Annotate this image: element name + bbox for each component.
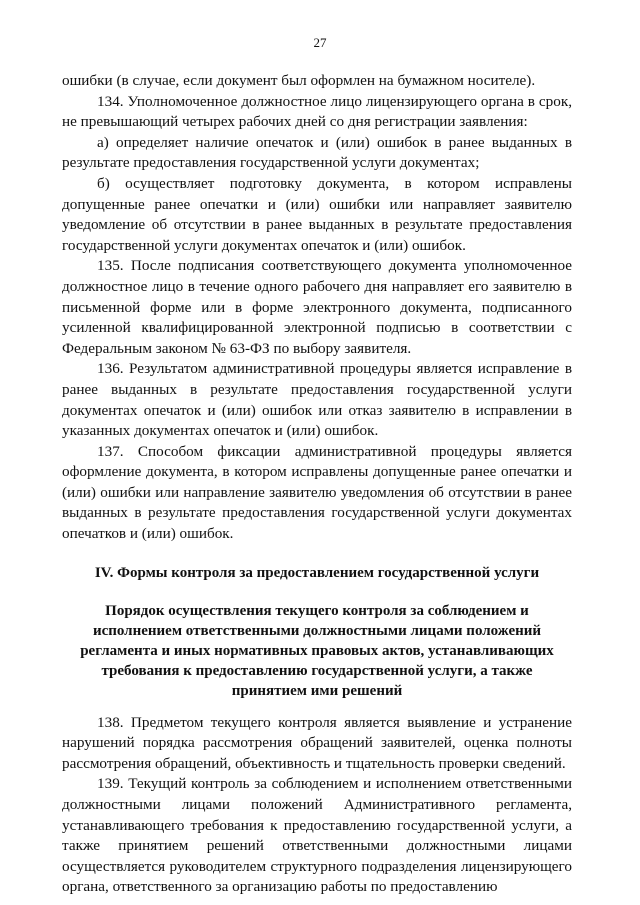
paragraph-134: 134. Уполномоченное должностное лицо лицензирующего органа в срок, не превышающий четырех рабочих дней со дня регистрации заявления: xyxy=(62,92,572,131)
paragraph-continuation: ошибки (в случае, если документ был оформлен на бумажном носителе). xyxy=(62,72,536,89)
paragraph-137: 137. Способом фиксации административной процедуры является оформление документа, в котором исправлены допущенные ранее опечатки и (или) ошибки или направление заявителю уведомления об отсутствии в ранее выданных в результате предоставления государственной услуги документах опечатков и (или) ошибок. xyxy=(62,442,572,543)
paragraph-134-a: а) определяет наличие опечаток и (или) ошибок в ранее выданных в результате предоставления государственной услуги документах; xyxy=(62,133,572,172)
paragraph-138: 138. Предметом текущего контроля является выявление и устранение нарушений порядка рассмотрения обращений заявителей, оценка полноты рассмотрения обращений, объективность и тщательность проверки сведений. xyxy=(62,713,572,772)
section-title: IV. Формы контроля за предоставлением государственной услуги xyxy=(94,564,540,581)
page-number: 27 xyxy=(313,35,327,50)
paragraph-139: 139. Текущий контроль за соблюдением и исполнением ответственными должностными лицами положений Административного регламента, устанавливающего требования к предоставлению государственной услуги, а также принятием решений ответственными должностными лицами осуществляется руководителем структурного подразделения лицензирующего органа, ответственного за организацию работы по предоставлению xyxy=(62,775,572,896)
subsection-title: Порядок осуществления текущего контроля за соблюдением и исполнением ответственными должностными лицами положений регламента и иных нормативных правовых актов, устанавливающих требования к предоставлению государственной услуги, а также принятием ими решений xyxy=(80,602,554,699)
paragraph-134-b: б) осуществляет подготовку документа, в котором исправлены допущенные ранее опечатки и (или) ошибки или направляет заявителю уведомление об отсутствии в ранее выданных в результате предоставления государственной услуги документах опечаток и (или) ошибок. xyxy=(62,174,572,254)
page-content xyxy=(62,71,572,898)
paragraph-135: 135. После подписания соответствующего документа уполномоченное должностное лицо в течение одного рабочего дня направляет его заявителю в письменной форме или в форме электронного документа, подписанного усиленной квалифицированной электронной подписью в соответствии с Федеральным законом № 63-ФЗ по выбору заявителя. xyxy=(62,257,572,357)
paragraph-136: 136. Результатом административной процедуры является исправление в ранее выданных в результате предоставления государственной услуги документах опечаток и (или) ошибок или отказ заявителю в исправлении в указанных документах опечаток и (или) ошибок. xyxy=(62,360,572,440)
